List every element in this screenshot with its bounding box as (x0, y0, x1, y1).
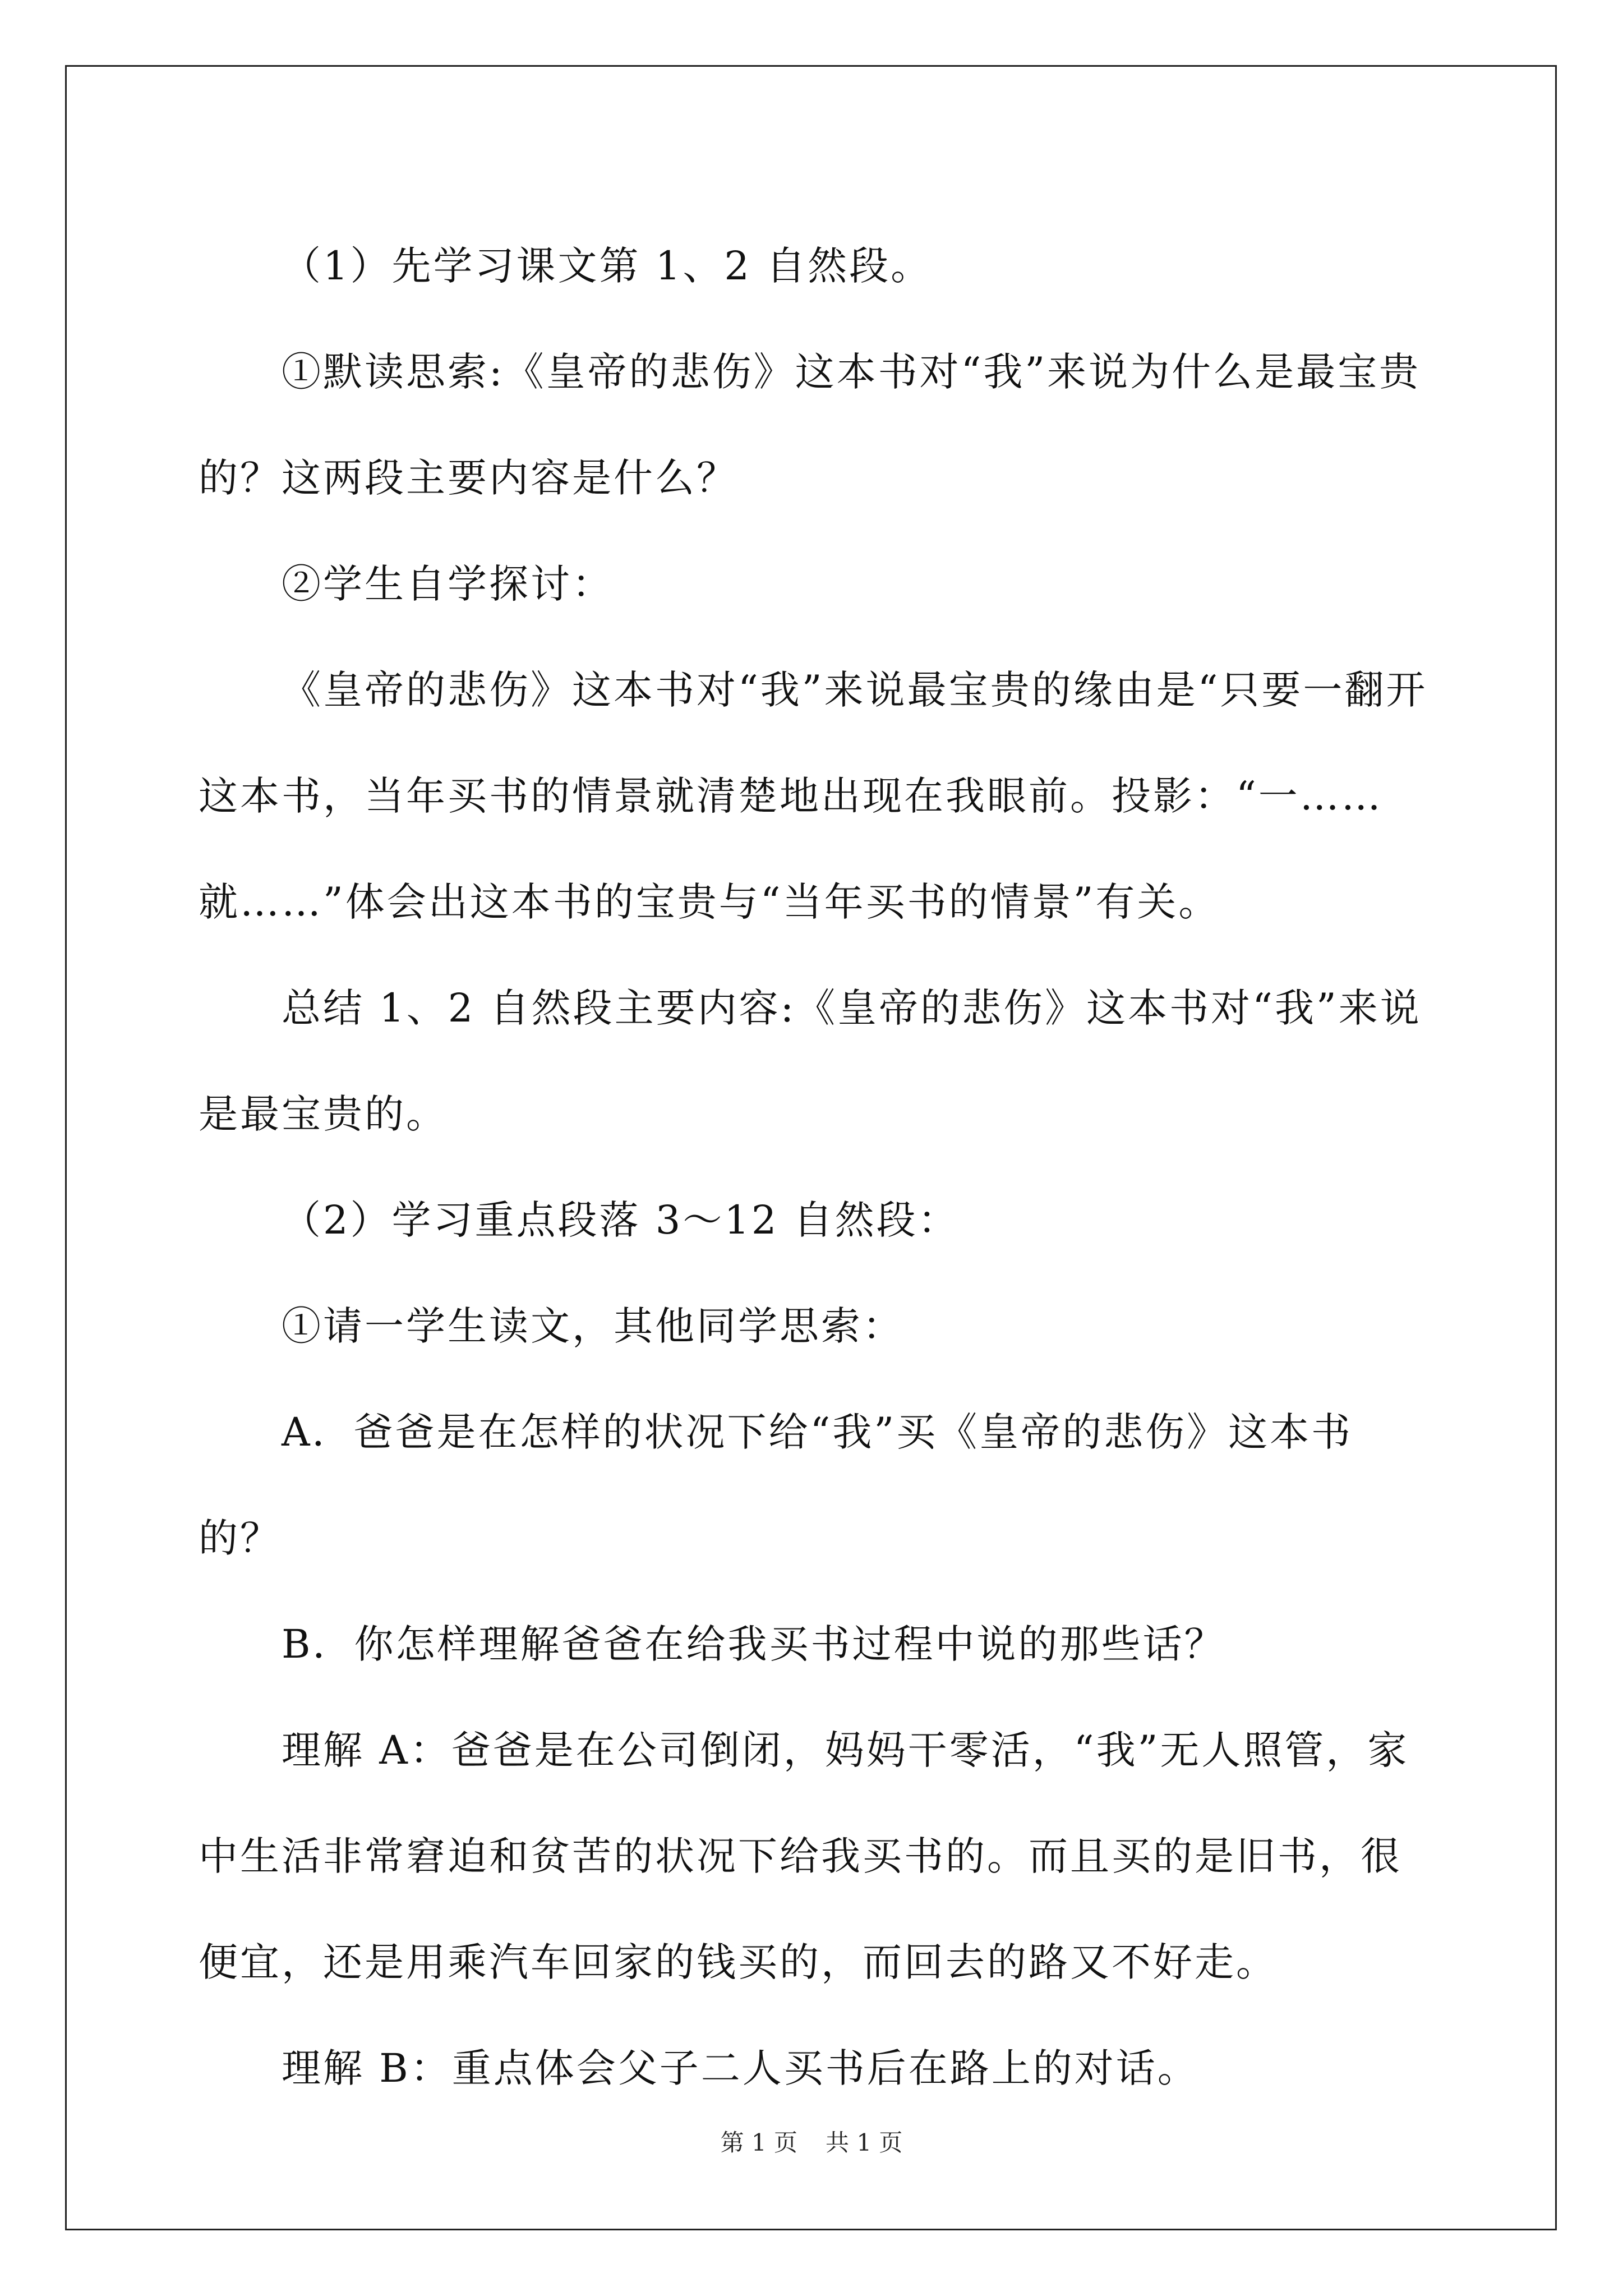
paragraph-6: （2）学习重点段落 3～12 自然段： (282, 1197, 960, 1243)
paragraph-8: A．爸爸是在怎样的状况下给“我”买《皇帝的悲伤》这本书的？ (199, 1409, 1353, 1561)
paragraph-1: （1）先学习课文第 1、2 自然段。 (282, 243, 933, 289)
paragraph-7: ①请一学生读文，其他同学思索： (282, 1303, 904, 1349)
total-pages: 共 1 页 (826, 2129, 903, 2156)
document-body (199, 213, 1432, 2122)
paragraph-5: 总结 1、2 自然段主要内容:《皇帝的悲伤》这本书对“我”来说是最宝贵的。 (199, 985, 1422, 1137)
paragraph-2: ①默读思索:《皇帝的悲伤》这本书对“我”来说为什么是最宝贵的？这两段主要内容是什么？ (199, 349, 1421, 501)
paragraph-10: 理解 A：爸爸是在公司倒闭，妈妈干零活，“我”无人照管，家中生活非常窘迫和贫苦的状况下给我买书的。而且买的是旧书，很便宜，还是用乘汽车回家的钱买的，而回去的路又不好走。 (199, 1727, 1409, 1985)
paragraph-11: 理解 B：重点体会父子二人买书后在路上的对话。 (282, 2045, 1199, 2091)
page-footer (0, 2126, 1623, 2160)
paragraph-3: ②学生自学探讨： (282, 561, 614, 607)
paragraph-4: 《皇帝的悲伤》这本书对“我”来说最宝贵的缘由是“只要一翻开这本书，当年买书的情景就清楚地出现在我眼前。投影：“一……就……”体会出这本书的宝贵与“当年买书的情景”有关。 (199, 667, 1428, 925)
paragraph-9: B．你怎样理解爸爸在给我买书过程中说的那些话？ (282, 1621, 1226, 1667)
page-number: 第 1 页 (720, 2129, 797, 2156)
